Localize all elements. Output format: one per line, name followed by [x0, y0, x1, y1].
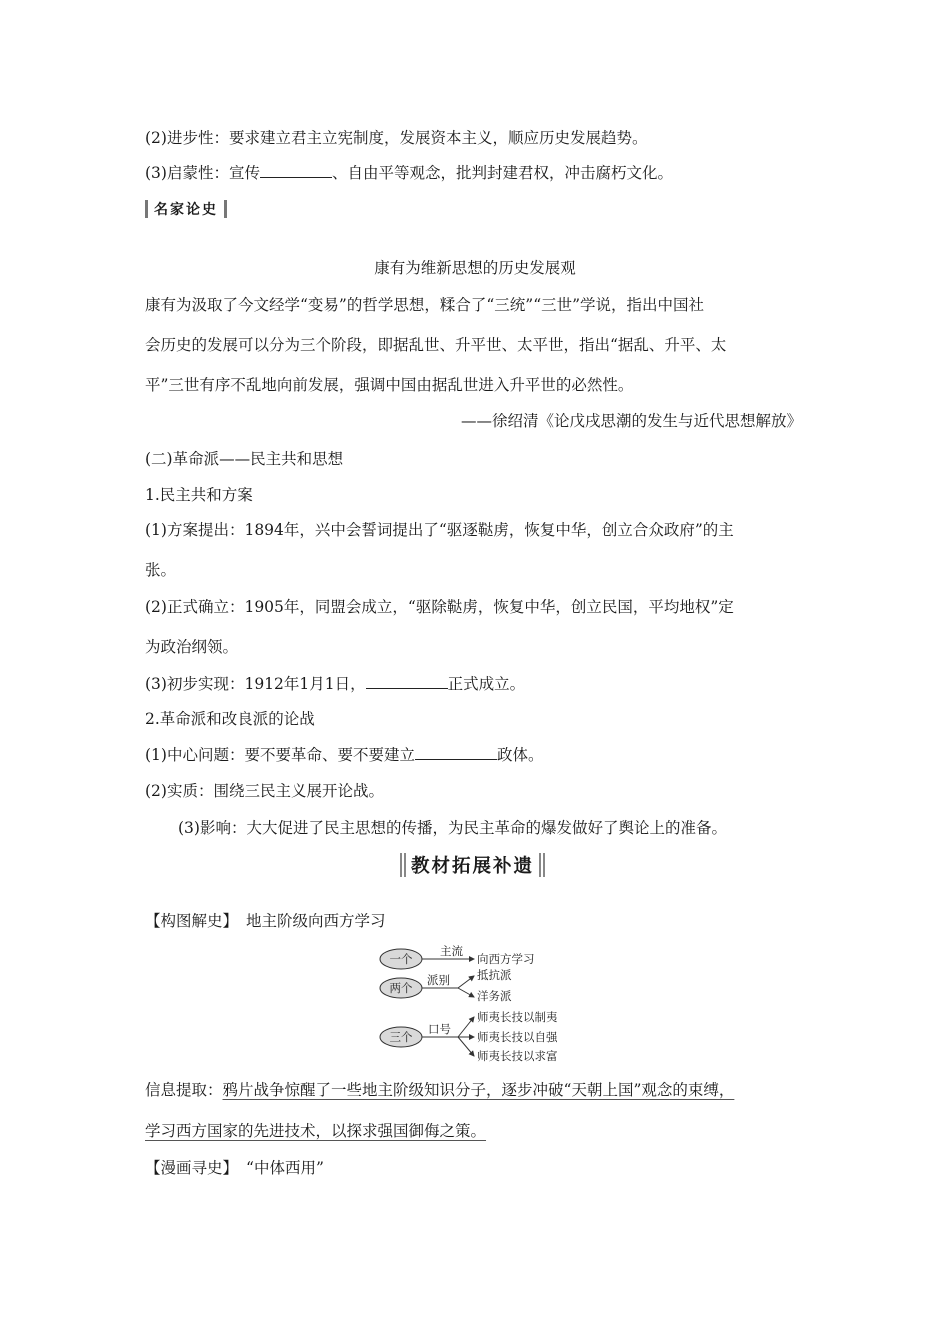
arrow-three-c [458, 1037, 474, 1056]
info-label: 信息提取： [145, 1081, 223, 1099]
debate-item-2: (2)实质：围绕三民主义展开论战。 [145, 782, 384, 800]
target-three-b: 师夷长技以自强 [477, 1030, 558, 1044]
edge-two-label: 派别 [427, 973, 450, 987]
concept-diagram [370, 944, 590, 1068]
tag-bar-left [145, 200, 148, 218]
fill-blank-1[interactable] [260, 163, 332, 178]
essay-line-2: 会历史的发展可以分为三个阶段，即据乱世、升平世、太平世，指出“据乱、升平、太 [145, 336, 727, 354]
enlightenment-line [145, 163, 673, 183]
fill-blank-2[interactable] [366, 674, 448, 689]
info-text-2: 学习西方国家的先进技术，以探求强国御侮之策。 [145, 1122, 487, 1140]
essay-title: 康有为维新思想的历史发展观 [374, 259, 576, 277]
comic-section-heading [145, 1158, 324, 1178]
node-two-label: 两个 [389, 981, 413, 995]
diagram-section-title: 地主阶级向西方学习 [246, 912, 386, 930]
arrow-three-a [458, 1017, 474, 1037]
debate-item-1-suffix: 政体。 [496, 746, 544, 764]
banner-bar-left [400, 853, 406, 877]
tag-bar-right [224, 200, 227, 218]
item-3 [145, 674, 525, 694]
banner-bar-right [539, 853, 545, 877]
arrow-two-a [458, 976, 474, 988]
debate-item-1 [145, 745, 543, 765]
fill-blank-3[interactable] [415, 745, 497, 760]
edge-one-label: 主流 [440, 944, 463, 958]
item-1b: 张。 [145, 561, 177, 579]
famous-tag [145, 198, 227, 220]
arrow-two-b [458, 988, 474, 997]
comic-title: “中体西用” [246, 1159, 324, 1177]
item-2a: (2)正式确立：1905年，同盟会成立，“驱除鞑虏，恢复中华，创立民国，平均地权”定 [145, 598, 734, 616]
target-two-b: 洋务派 [477, 989, 512, 1003]
info-line-2 [145, 1121, 486, 1141]
enlightenment-suffix: 、自由平等观念，批判封建君权，冲击腐朽文化。 [331, 164, 673, 182]
banner-title: 教材拓展补遗 [411, 856, 535, 877]
debate-item-1-prefix: (1)中心问题：要不要革命、要不要建立 [145, 746, 415, 764]
progressiveness-line: (2)进步性：要求建立君主立宪制度，发展资本主义，顺应历史发展趋势。 [145, 129, 648, 147]
item-3-prefix: (3)初步实现：1912年1月1日， [145, 675, 366, 693]
essay-line-3: 平”三世有序不乱地向前发展，强调中国由据乱世进入升平世的必然性。 [145, 376, 634, 394]
node-three-label: 三个 [389, 1030, 413, 1044]
supplement-banner [395, 850, 550, 880]
item-2b: 为政治纲领。 [145, 638, 239, 656]
target-three-c: 师夷长技以求富 [477, 1049, 558, 1063]
section-heading: (二)革命派——民主共和思想 [145, 450, 344, 468]
enlightenment-prefix: (3)启蒙性：宣传 [145, 164, 260, 182]
target-two-a: 抵抗派 [477, 968, 512, 982]
subheading-1: 1.民主共和方案 [145, 486, 253, 504]
target-one: 向西方学习 [477, 952, 535, 966]
target-three-a: 师夷长技以制夷 [477, 1010, 558, 1024]
item-1a: (1)方案提出：1894年，兴中会誓词提出了“驱逐鞑虏，恢复中华，创立合众政府”的主 [145, 521, 734, 539]
essay-source: ——徐绍清《论戊戌思潮的发生与近代思想解放》 [460, 412, 802, 430]
item-3-suffix: 正式成立。 [447, 675, 526, 693]
essay-line-1: 康有为汲取了今文经学“变易”的哲学思想，糅合了“三统”“三世”学说，指出中国社 [145, 296, 705, 314]
comic-label: 【漫画寻史】 [145, 1159, 239, 1177]
info-text-1: 鸦片战争惊醒了一些地主阶级知识分子，逐步冲破“天朝上国”观念的束缚， [222, 1081, 735, 1099]
diagram-section-label: 【构图解史】 [145, 912, 239, 930]
subheading-2: 2.革命派和改良派的论战 [145, 710, 315, 728]
famous-tag-label: 名家论史 [154, 202, 218, 218]
node-one-label: 一个 [389, 952, 413, 966]
diagram-section-heading [145, 911, 386, 931]
edge-three-label: 口号 [428, 1022, 451, 1036]
info-line-1 [145, 1080, 734, 1100]
debate-item-3: (3)影响：大大促进了民主思想的传播，为民主革命的爆发做好了舆论上的准备。 [178, 819, 727, 837]
